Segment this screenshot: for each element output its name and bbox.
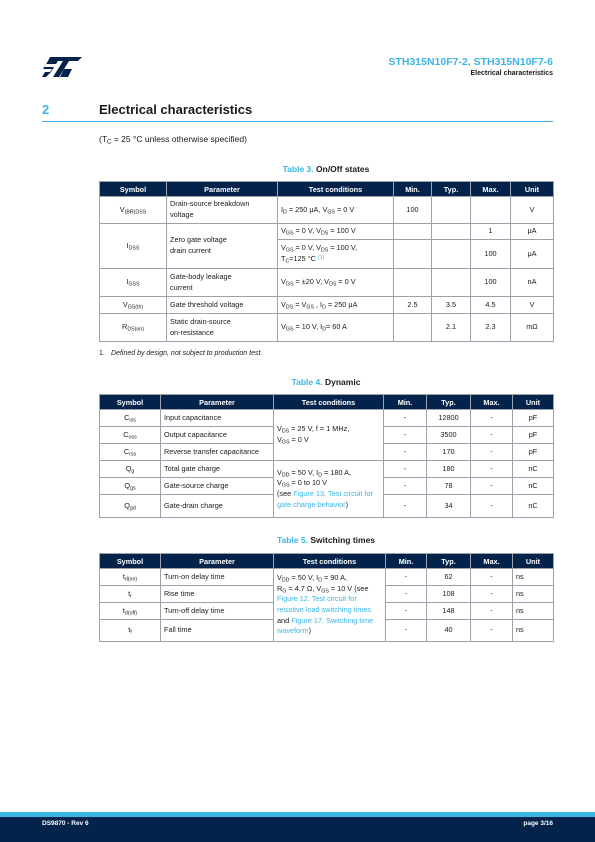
- footer-bar: [0, 817, 595, 842]
- symbol-cell: $I_{DSS}$: [100, 224, 167, 269]
- page-number: page 3/16: [523, 820, 553, 827]
- document-id: DS9870 - Rev 6: [42, 820, 89, 827]
- table-row: $V_{GS(th)}$ Gate threshold voltage $V_{DS} = V_{GS}$ , $I_D = 250$ μA 2.5 3.5 4.5 V: [100, 297, 554, 314]
- table4-caption: Table 4. Dynamic: [291, 377, 361, 387]
- symbol-cell: $R_{DS(on)}$: [100, 314, 167, 342]
- figure-17-link[interactable]: Figure 17. Switching time waveform: [277, 615, 374, 636]
- symbol-cell: $C_{rss}$: [100, 444, 161, 461]
- table-header-row: Symbol Parameter Test conditions Min. Typ. Max. Unit: [100, 554, 554, 569]
- symbol-cell: $V_{(BR)DSS}$: [100, 197, 167, 224]
- table-row: $I_{DSS}$ Zero gate voltage drain current $V_{GS} = 0$ V, $V_{DS} = 100$ V 1 μA: [100, 224, 554, 240]
- table-row: $Q_{gs}$ Gate-source charge - 78 - nC: [100, 478, 554, 495]
- table-row: $C_{rss}$ Reverse transfer capacitance - 170 - pF: [100, 444, 554, 461]
- table-switching-times: [99, 553, 554, 642]
- st-logo: [42, 57, 82, 77]
- figure-12-link[interactable]: Figure 12. Test circuit for resistive load switching times: [277, 594, 372, 614]
- symbol-cell: $Q_g$: [100, 461, 161, 478]
- symbol-cell: $V_{GS(th)}$: [100, 297, 167, 314]
- chapter-title: Electrical characteristics: [470, 70, 553, 77]
- symbol-cell: $C_{iss}$: [100, 410, 161, 427]
- table-header-row: Symbol Parameter Test conditions Min. Typ. Max. Unit: [100, 395, 554, 410]
- symbol-cell: $t_f$: [100, 620, 161, 642]
- symbol-cell: $t_{d(off)}$: [100, 603, 161, 620]
- table-row: $t_{d(on)}$ Turn-on delay time $V_{DD} = 50$ V, $I_D = 90$ A, $R_G = 4.7$ Ω, $V_{GS} = 10$ V (see Figure 12. Test circuit for resistive load switching times and Figure 17. Switching time waveform) - 62 - ns: [100, 569, 554, 586]
- symbol-cell: $Q_{gd}$: [100, 495, 161, 518]
- table-row: $C_{iss}$ Input capacitance $V_{DS} = 25$ V, f = 1 MHz, $V_{GS} = 0$ V - 12800 - pF: [100, 410, 554, 427]
- table-row: $V_{GS} = 0$ V, $V_{DS} = 100$ V, $T_C=125$ °C $^{(1)}$ 100 μA: [100, 240, 554, 269]
- document-title: STH315N10F7-2, STH315N10F7-6: [388, 56, 553, 68]
- section-title: Electrical characteristics: [99, 102, 253, 117]
- table-dynamic: [99, 394, 554, 518]
- table-row: $Q_{gd}$ Gate-drain charge - 34 - nC: [100, 495, 554, 518]
- symbol-cell: $Q_{gs}$: [100, 478, 161, 495]
- table-on-off-states: [99, 181, 554, 342]
- section-rule: [42, 121, 553, 122]
- symbol-cell: $t_r$: [100, 586, 161, 603]
- table5-caption: Table 5. Switching times: [276, 535, 376, 545]
- table-row: $R_{DS(on)}$ Static drain-source on-resistance $V_{GS} = 10$ V, $I_D= 60$ A 2.1 2.3 mΩ: [100, 314, 554, 342]
- table-row: $t_r$ Rise time - 108 - ns: [100, 586, 554, 603]
- table3-caption: Table 3. On/Off states: [282, 164, 370, 174]
- symbol-cell: $C_{oss}$: [100, 427, 161, 444]
- table3-footnote: 1. Defined by design, not subject to production test.: [99, 350, 263, 357]
- table-header-row: Symbol Parameter Test conditions Min. Typ. Max. Unit: [100, 182, 554, 197]
- table-row: $t_f$ Fall time - 40 - ns: [100, 620, 554, 642]
- test-condition-note: ($T_C = 25$ °C unless otherwise specified): [99, 134, 247, 146]
- table-row: $C_{oss}$ Output capacitance - 3500 - pF: [100, 427, 554, 444]
- section-number: 2: [42, 102, 50, 117]
- symbol-cell: $I_{GSS}$: [100, 269, 167, 297]
- table-row: $Q_g$ Total gate charge $V_{DD} = 50$ V, $I_D = 180$ A, $V_{GS} = 0$ to 10 V (see Figure 13. Test circuit for gate charge behavior) - 180 - nC: [100, 461, 554, 478]
- table-row: $I_{GSS}$ Gate-body leakage current $V_{GS} = \pm 20$ V, $V_{DS} = 0$ V 100 nA: [100, 269, 554, 297]
- figure-13-link[interactable]: Figure 13. Test circuit for gate charge behavior: [277, 489, 373, 509]
- table-row: $V_{(BR)DSS}$ Drain-source breakdown voltage $I_D = 250$ μA, $V_{GS} = 0$ V 100 V: [100, 197, 554, 224]
- symbol-cell: $t_{d(on)}$: [100, 569, 161, 586]
- table-row: $t_{d(off)}$ Turn-off delay time - 148 - ns: [100, 603, 554, 620]
